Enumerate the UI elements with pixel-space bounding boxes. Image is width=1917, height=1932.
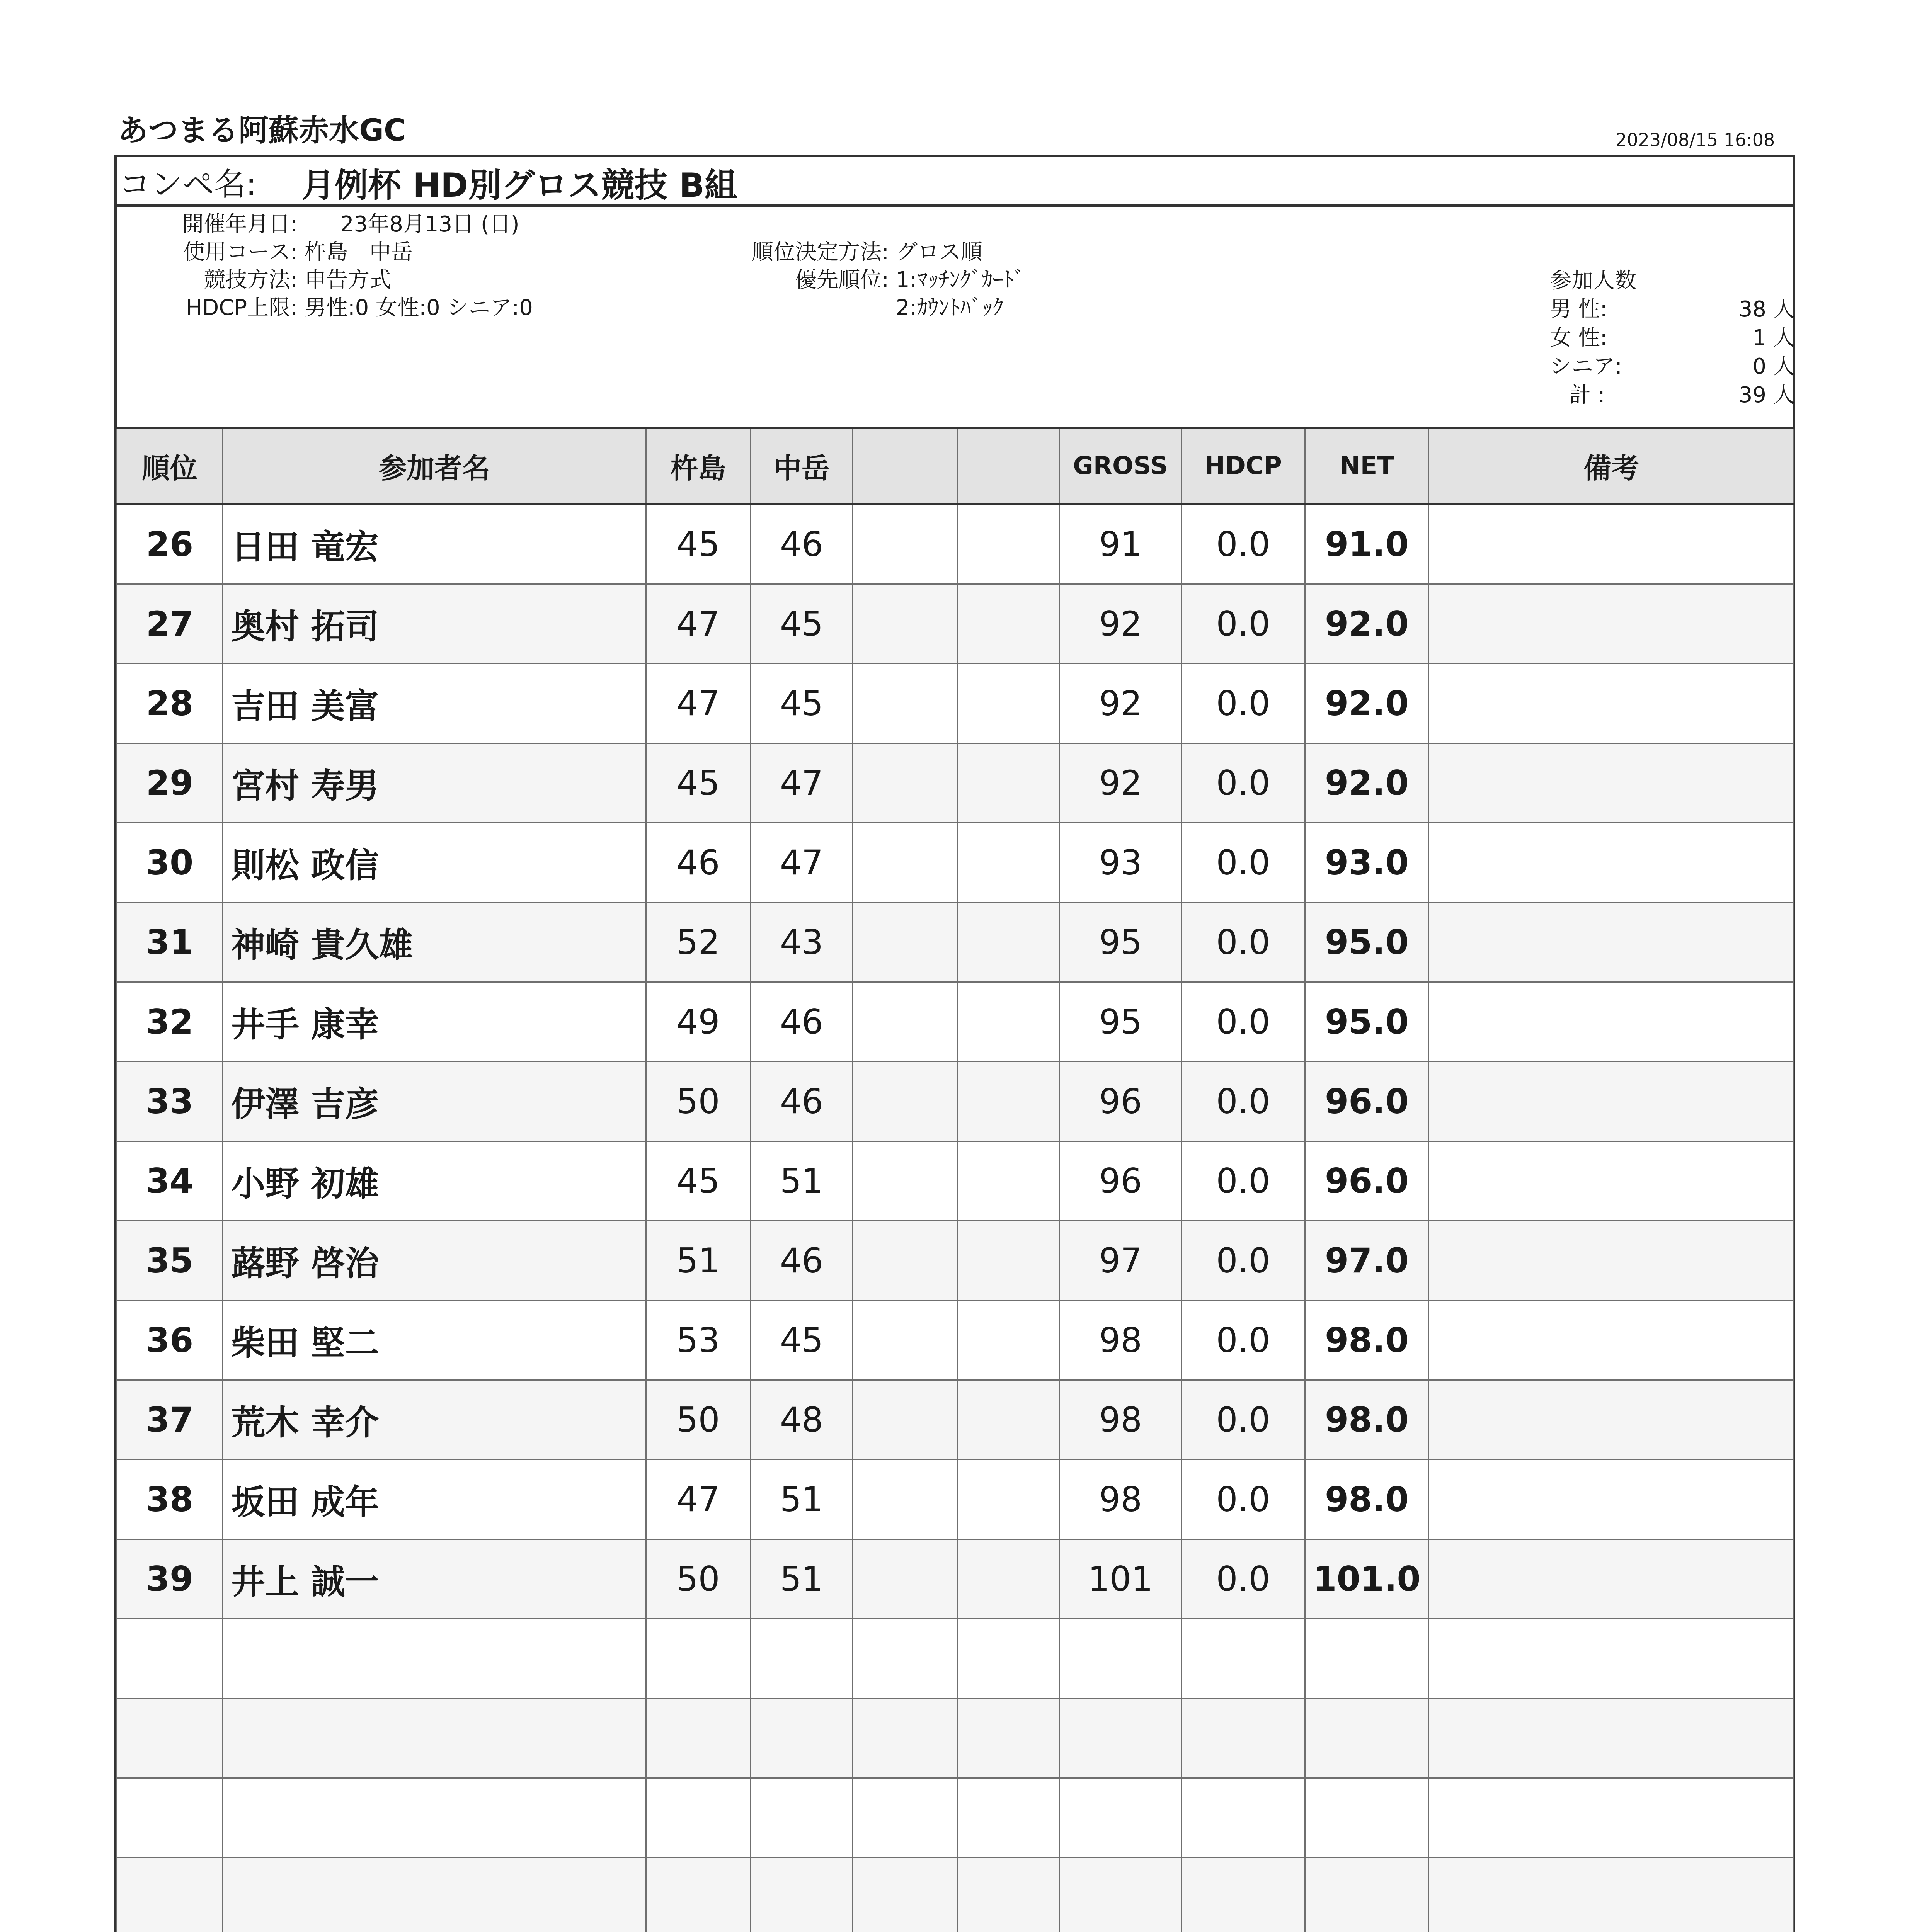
gross-cell: 98 bbox=[1060, 1301, 1182, 1380]
remarks-cell bbox=[1429, 584, 1794, 664]
rank-cell: 37 bbox=[117, 1380, 223, 1460]
course-1-cell: 46 bbox=[646, 823, 751, 903]
blank-cell-1 bbox=[853, 823, 957, 903]
info-hdcp-label: HDCP上限: bbox=[186, 295, 298, 320]
name-cell: 井上 誠一 bbox=[223, 1539, 646, 1619]
empty-cell bbox=[646, 1778, 751, 1858]
blank-cell-1 bbox=[853, 1062, 957, 1141]
participants-unit: 人 bbox=[1773, 354, 1795, 379]
info-method-value: 申告方式 bbox=[304, 267, 391, 293]
info-date-label: 開催年月日: bbox=[182, 212, 298, 237]
name-cell: 荒木 幸介 bbox=[223, 1380, 646, 1460]
empty-cell bbox=[1060, 1778, 1182, 1858]
gross-cell: 92 bbox=[1060, 664, 1182, 743]
empty-cell bbox=[1429, 1778, 1794, 1858]
blank-cell-2 bbox=[957, 1460, 1060, 1539]
participants-male bbox=[1550, 295, 1795, 324]
empty-cell bbox=[1182, 1619, 1305, 1699]
empty-cell bbox=[957, 1699, 1060, 1778]
name-cell: 坂田 成年 bbox=[223, 1460, 646, 1539]
remarks-cell bbox=[1429, 903, 1794, 982]
empty-cell bbox=[1429, 1699, 1794, 1778]
empty-cell bbox=[853, 1778, 957, 1858]
course-2-cell: 46 bbox=[751, 504, 853, 584]
empty-cell bbox=[853, 1699, 957, 1778]
empty-row bbox=[117, 1699, 1794, 1778]
name-cell: 柴田 堅二 bbox=[223, 1301, 646, 1380]
course-1-cell: 52 bbox=[646, 903, 751, 982]
table-row bbox=[117, 982, 1794, 1062]
competition-label: コンペ名: bbox=[119, 166, 257, 203]
printed-timestamp: 2023/08/15 16:08 bbox=[1616, 129, 1775, 150]
hdcp-cell: 0.0 bbox=[1182, 1460, 1305, 1539]
course-1-cell: 47 bbox=[646, 584, 751, 664]
gross-cell: 101 bbox=[1060, 1539, 1182, 1619]
table-row bbox=[117, 1460, 1794, 1539]
empty-cell bbox=[1182, 1858, 1305, 1932]
net-cell: 101.0 bbox=[1305, 1539, 1429, 1619]
net-cell: 96.0 bbox=[1305, 1141, 1429, 1221]
net-cell: 93.0 bbox=[1305, 823, 1429, 903]
blank-cell-1 bbox=[853, 1301, 957, 1380]
gross-cell: 98 bbox=[1060, 1380, 1182, 1460]
header-blank-2 bbox=[957, 428, 1060, 504]
course-2-cell: 45 bbox=[751, 584, 853, 664]
rank-cell: 39 bbox=[117, 1539, 223, 1619]
blank-cell-1 bbox=[853, 982, 957, 1062]
rank-cell: 28 bbox=[117, 664, 223, 743]
gross-cell: 93 bbox=[1060, 823, 1182, 903]
empty-cell bbox=[751, 1619, 853, 1699]
name-cell: 蕗野 啓治 bbox=[223, 1221, 646, 1301]
rank-cell: 30 bbox=[117, 823, 223, 903]
gross-cell: 95 bbox=[1060, 903, 1182, 982]
course-1-cell: 45 bbox=[646, 743, 751, 823]
empty-cell bbox=[223, 1699, 646, 1778]
name-cell: 井手 康幸 bbox=[223, 982, 646, 1062]
hdcp-cell: 0.0 bbox=[1182, 584, 1305, 664]
blank-cell-2 bbox=[957, 504, 1060, 584]
net-cell: 92.0 bbox=[1305, 584, 1429, 664]
course-2-cell: 45 bbox=[751, 1301, 853, 1380]
hdcp-cell: 0.0 bbox=[1182, 823, 1305, 903]
name-cell: 神崎 貴久雄 bbox=[223, 903, 646, 982]
table-row bbox=[117, 903, 1794, 982]
empty-cell bbox=[223, 1778, 646, 1858]
course-2-cell: 46 bbox=[751, 1062, 853, 1141]
empty-cell bbox=[646, 1858, 751, 1932]
net-cell: 96.0 bbox=[1305, 1062, 1429, 1141]
table-row bbox=[117, 1062, 1794, 1141]
empty-cell bbox=[117, 1778, 223, 1858]
net-cell: 98.0 bbox=[1305, 1460, 1429, 1539]
rank-cell: 33 bbox=[117, 1062, 223, 1141]
blank-cell-2 bbox=[957, 1539, 1060, 1619]
remarks-cell bbox=[1429, 1301, 1794, 1380]
blank-cell-1 bbox=[853, 743, 957, 823]
blank-cell-2 bbox=[957, 664, 1060, 743]
gross-cell: 96 bbox=[1060, 1141, 1182, 1221]
net-cell: 98.0 bbox=[1305, 1301, 1429, 1380]
remarks-cell bbox=[1429, 1539, 1794, 1619]
blank-cell-1 bbox=[853, 1460, 957, 1539]
blank-cell-1 bbox=[853, 504, 957, 584]
info-priority-2: 2:ｶｳﾝﾄﾊﾞｯｸ bbox=[896, 295, 1004, 320]
empty-cell bbox=[957, 1778, 1060, 1858]
participants-total-label: 計 : bbox=[1569, 383, 1605, 408]
blank-cell-1 bbox=[853, 903, 957, 982]
empty-cell bbox=[1429, 1619, 1794, 1699]
gross-cell: 96 bbox=[1060, 1062, 1182, 1141]
table-row bbox=[117, 584, 1794, 664]
remarks-cell bbox=[1429, 664, 1794, 743]
empty-cell bbox=[1060, 1619, 1182, 1699]
name-cell: 宮村 寿男 bbox=[223, 743, 646, 823]
table-row bbox=[117, 823, 1794, 903]
hdcp-cell: 0.0 bbox=[1182, 982, 1305, 1062]
info-course-value: 杵島 中岳 bbox=[304, 240, 413, 265]
remarks-cell bbox=[1429, 504, 1794, 584]
table-header-row bbox=[117, 428, 1794, 504]
name-cell: 日田 竜宏 bbox=[223, 504, 646, 584]
blank-cell-1 bbox=[853, 584, 957, 664]
net-cell: 92.0 bbox=[1305, 743, 1429, 823]
hdcp-cell: 0.0 bbox=[1182, 903, 1305, 982]
name-cell: 吉田 美富 bbox=[223, 664, 646, 743]
empty-cell bbox=[646, 1619, 751, 1699]
course-1-cell: 53 bbox=[646, 1301, 751, 1380]
course-2-cell: 51 bbox=[751, 1539, 853, 1619]
table-row bbox=[117, 504, 1794, 584]
empty-row bbox=[117, 1778, 1794, 1858]
blank-cell-2 bbox=[957, 1301, 1060, 1380]
participants-total-count: 39 bbox=[1738, 383, 1766, 408]
info-ranking bbox=[642, 238, 1025, 266]
remarks-cell bbox=[1429, 1141, 1794, 1221]
empty-cell bbox=[117, 1619, 223, 1699]
blank-cell-2 bbox=[957, 743, 1060, 823]
header-hdcp: HDCP bbox=[1182, 428, 1305, 504]
net-cell: 91.0 bbox=[1305, 504, 1429, 584]
empty-cell bbox=[223, 1619, 646, 1699]
gross-cell: 92 bbox=[1060, 584, 1182, 664]
gross-cell: 91 bbox=[1060, 504, 1182, 584]
info-date-value: 23年8月13日 (日) bbox=[340, 212, 519, 237]
table-row bbox=[117, 1141, 1794, 1221]
net-cell: 92.0 bbox=[1305, 664, 1429, 743]
name-cell: 伊澤 吉彦 bbox=[223, 1062, 646, 1141]
blank-cell-1 bbox=[853, 1539, 957, 1619]
participants-unit: 人 bbox=[1773, 297, 1795, 322]
hdcp-cell: 0.0 bbox=[1182, 1062, 1305, 1141]
participants-female-label: 女 性: bbox=[1550, 325, 1607, 350]
net-cell: 95.0 bbox=[1305, 982, 1429, 1062]
hdcp-cell: 0.0 bbox=[1182, 743, 1305, 823]
results-table bbox=[116, 427, 1794, 1932]
hdcp-cell: 0.0 bbox=[1182, 1221, 1305, 1301]
info-hdcp bbox=[116, 294, 533, 322]
remarks-cell bbox=[1429, 823, 1794, 903]
blank-cell-2 bbox=[957, 1141, 1060, 1221]
empty-cell bbox=[1305, 1778, 1429, 1858]
empty-cell bbox=[751, 1778, 853, 1858]
remarks-cell bbox=[1429, 1460, 1794, 1539]
gross-cell: 98 bbox=[1060, 1460, 1182, 1539]
rank-cell: 34 bbox=[117, 1141, 223, 1221]
header-blank-1 bbox=[853, 428, 957, 504]
participants-female-count: 1 bbox=[1752, 325, 1766, 350]
blank-cell-2 bbox=[957, 1380, 1060, 1460]
rank-cell: 35 bbox=[117, 1221, 223, 1301]
participants-senior-count: 0 bbox=[1752, 354, 1766, 379]
name-cell: 小野 初雄 bbox=[223, 1141, 646, 1221]
course-2-cell: 47 bbox=[751, 743, 853, 823]
participants-senior-label: シニア: bbox=[1550, 354, 1622, 379]
hdcp-cell: 0.0 bbox=[1182, 1301, 1305, 1380]
table-row bbox=[117, 1221, 1794, 1301]
participants-block bbox=[1550, 267, 1795, 410]
gross-cell: 95 bbox=[1060, 982, 1182, 1062]
empty-cell bbox=[1305, 1858, 1429, 1932]
participants-senior bbox=[1550, 352, 1795, 381]
course-1-cell: 50 bbox=[646, 1380, 751, 1460]
header-rank: 順位 bbox=[117, 428, 223, 504]
remarks-cell bbox=[1429, 1380, 1794, 1460]
empty-row bbox=[117, 1619, 1794, 1699]
empty-cell bbox=[1060, 1858, 1182, 1932]
course-2-cell: 46 bbox=[751, 982, 853, 1062]
competition-title: 月例杯 HD別グロス競技 B組 bbox=[301, 166, 738, 205]
hdcp-cell: 0.0 bbox=[1182, 1141, 1305, 1221]
info-course bbox=[116, 238, 533, 266]
participants-male-count: 38 bbox=[1738, 297, 1766, 322]
empty-cell bbox=[1182, 1699, 1305, 1778]
header-gross: GROSS bbox=[1060, 428, 1182, 504]
rank-cell: 36 bbox=[117, 1301, 223, 1380]
net-cell: 97.0 bbox=[1305, 1221, 1429, 1301]
info-ranking-label: 順位決定方法: bbox=[752, 240, 889, 265]
info-method-label: 競技方法: bbox=[204, 267, 298, 293]
course-1-cell: 51 bbox=[646, 1221, 751, 1301]
empty-cell bbox=[751, 1858, 853, 1932]
course-2-cell: 47 bbox=[751, 823, 853, 903]
empty-cell bbox=[1305, 1619, 1429, 1699]
empty-cell bbox=[1305, 1699, 1429, 1778]
participants-unit: 人 bbox=[1773, 325, 1795, 350]
remarks-cell bbox=[1429, 982, 1794, 1062]
course-2-cell: 51 bbox=[751, 1460, 853, 1539]
hdcp-cell: 0.0 bbox=[1182, 664, 1305, 743]
empty-cell bbox=[957, 1619, 1060, 1699]
course-1-cell: 50 bbox=[646, 1539, 751, 1619]
empty-cell bbox=[117, 1858, 223, 1932]
rank-cell: 29 bbox=[117, 743, 223, 823]
course-2-cell: 48 bbox=[751, 1380, 853, 1460]
info-priority-label: 優先順位: bbox=[795, 267, 889, 293]
course-2-cell: 51 bbox=[751, 1141, 853, 1221]
table-row bbox=[117, 1380, 1794, 1460]
gross-cell: 92 bbox=[1060, 743, 1182, 823]
blank-cell-2 bbox=[957, 1062, 1060, 1141]
remarks-cell bbox=[1429, 1221, 1794, 1301]
participants-female bbox=[1550, 324, 1795, 352]
hdcp-cell: 0.0 bbox=[1182, 504, 1305, 584]
course-1-cell: 50 bbox=[646, 1062, 751, 1141]
participants-title: 参加人数 bbox=[1550, 268, 1636, 293]
club-name: あつまる阿蘇赤水GC bbox=[118, 113, 406, 148]
header-remarks: 備考 bbox=[1429, 428, 1794, 504]
empty-cell bbox=[751, 1699, 853, 1778]
results-table-body bbox=[117, 504, 1794, 1932]
course-2-cell: 43 bbox=[751, 903, 853, 982]
header-course-1: 杵島 bbox=[646, 428, 751, 504]
rank-cell: 26 bbox=[117, 504, 223, 584]
blank-cell-1 bbox=[853, 1141, 957, 1221]
empty-cell bbox=[223, 1858, 646, 1932]
empty-cell bbox=[1060, 1699, 1182, 1778]
info-hdcp-value: 男性:0 女性:0 シニア:0 bbox=[304, 295, 533, 320]
blank-cell-2 bbox=[957, 584, 1060, 664]
course-1-cell: 47 bbox=[646, 664, 751, 743]
info-priority bbox=[642, 266, 1025, 294]
info-left-block bbox=[116, 211, 533, 322]
gross-cell: 97 bbox=[1060, 1221, 1182, 1301]
rank-cell: 32 bbox=[117, 982, 223, 1062]
course-1-cell: 45 bbox=[646, 504, 751, 584]
course-1-cell: 47 bbox=[646, 1460, 751, 1539]
course-1-cell: 45 bbox=[646, 1141, 751, 1221]
hdcp-cell: 0.0 bbox=[1182, 1380, 1305, 1460]
header-name: 参加者名 bbox=[223, 428, 646, 504]
blank-cell-1 bbox=[853, 1221, 957, 1301]
course-1-cell: 49 bbox=[646, 982, 751, 1062]
remarks-cell bbox=[1429, 1062, 1794, 1141]
blank-cell-2 bbox=[957, 982, 1060, 1062]
blank-cell-2 bbox=[957, 1221, 1060, 1301]
info-ranking-value: グロス順 bbox=[896, 240, 982, 265]
rank-cell: 27 bbox=[117, 584, 223, 664]
info-course-label: 使用コース: bbox=[183, 240, 298, 265]
empty-cell bbox=[646, 1699, 751, 1778]
course-2-cell: 46 bbox=[751, 1221, 853, 1301]
empty-cell bbox=[1182, 1778, 1305, 1858]
empty-cell bbox=[853, 1858, 957, 1932]
rank-cell: 31 bbox=[117, 903, 223, 982]
info-middle-block bbox=[642, 238, 1025, 322]
empty-cell bbox=[1429, 1858, 1794, 1932]
header-net: NET bbox=[1305, 428, 1429, 504]
empty-cell bbox=[117, 1699, 223, 1778]
name-cell: 則松 政信 bbox=[223, 823, 646, 903]
net-cell: 95.0 bbox=[1305, 903, 1429, 982]
blank-cell-2 bbox=[957, 903, 1060, 982]
rank-cell: 38 bbox=[117, 1460, 223, 1539]
header-course-2: 中岳 bbox=[751, 428, 853, 504]
name-cell: 奥村 拓司 bbox=[223, 584, 646, 664]
course-2-cell: 45 bbox=[751, 664, 853, 743]
empty-cell bbox=[957, 1858, 1060, 1932]
results-table-container bbox=[116, 427, 1794, 1932]
table-row bbox=[117, 664, 1794, 743]
participants-male-label: 男 性: bbox=[1550, 297, 1607, 322]
info-priority-1: 1:ﾏｯﾁﾝｸﾞｶｰﾄﾞ bbox=[896, 267, 1025, 293]
blank-cell-1 bbox=[853, 1380, 957, 1460]
table-row bbox=[117, 1539, 1794, 1619]
participants-unit: 人 bbox=[1773, 383, 1795, 408]
table-row bbox=[117, 743, 1794, 823]
blank-cell-1 bbox=[853, 664, 957, 743]
hdcp-cell: 0.0 bbox=[1182, 1539, 1305, 1619]
info-date bbox=[116, 211, 533, 238]
empty-row bbox=[117, 1858, 1794, 1932]
info-method bbox=[116, 266, 533, 294]
net-cell: 98.0 bbox=[1305, 1380, 1429, 1460]
participants-total bbox=[1550, 381, 1795, 410]
info-priority-second bbox=[642, 294, 1025, 322]
empty-cell bbox=[853, 1619, 957, 1699]
remarks-cell bbox=[1429, 743, 1794, 823]
table-row bbox=[117, 1301, 1794, 1380]
blank-cell-2 bbox=[957, 823, 1060, 903]
